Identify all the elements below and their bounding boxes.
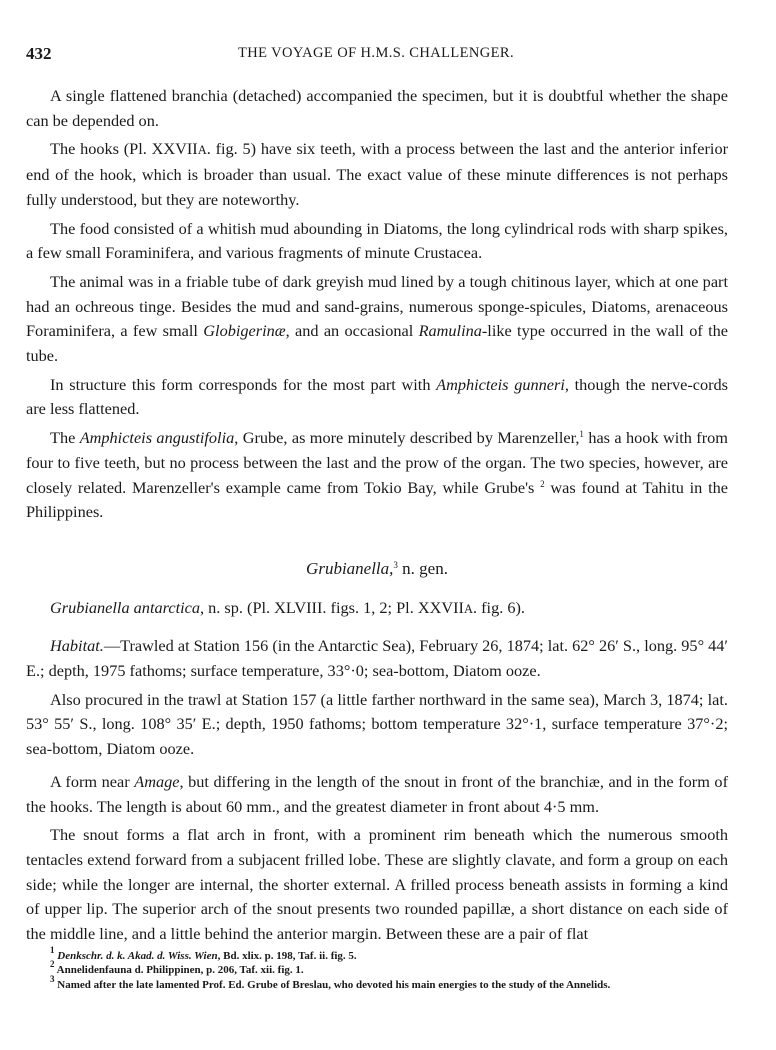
paragraph-food: The food consisted of a whitish mud abounding in Diatoms, the long cylindrical rods with sharp spikes, a few small Foraminifera, and various fragments of minute Crustacea. bbox=[26, 218, 728, 263]
species-heading: Grubianella antarctica, n. sp. (Pl. XLVIII. figs. 1, 2; Pl. XXVIIA. fig. 6). bbox=[50, 597, 525, 617]
paragraph-comparison: The Amphicteis angustifolia, Grube, as more minutely described by Marenzeller,$^1$ has a hook with from four to five teeth, but no process between the last and the prow of the organ. The two species, however, are closely related. Marenzeller's example came from Tokio Bay, while Grube's $^2$ was found at Tahitu in the Philippines. bbox=[26, 428, 728, 522]
paragraph-habitat: Habitat.—Trawled at Station 156 (in the Antarctic Sea), February 26, 1874; lat. 62° 26′ S., long. 95° 44′ E.; depth, 1975 fathoms; surface temperature, 33°·0; sea-bottom, Diatom ooze. bbox=[26, 636, 728, 681]
genus-heading: Grubianella,$^3$ n. gen. bbox=[306, 558, 448, 578]
footnote-1: $^1$ Denkschr. d. k. Akad. d. Wiss. Wien, Bd. xlix. p. 198, Taf. ii. fig. 5. bbox=[50, 945, 357, 962]
body-text bbox=[26, 84, 728, 951]
paragraph-structure: In structure this form corresponds for the most part with Amphicteis gunneri, though the nerve-cords are less flattened. bbox=[26, 374, 729, 419]
page-number: 432 bbox=[26, 44, 52, 63]
running-head: THE VOYAGE OF H.M.S. CHALLENGER. bbox=[238, 45, 514, 61]
footnote-2: $^2$ Annelidenfauna d. Philippinen, p. 206, Taf. xii. fig. 1. bbox=[50, 959, 304, 977]
paragraph-form: A form near Amage, but differing in the length of the snout in front of the branchiæ, and in the form of the hooks. The length is about 60 mm., and the greatest diameter in front about 4·5 mm. bbox=[26, 771, 728, 816]
paragraph-branchia: A single flattened branchia (detached) accompanied the specimen, but it is doubtful whether the shape can be depended on. bbox=[26, 86, 728, 130]
paragraph-snout: The snout forms a flat arch in front, with a prominent rim beneath which the numerous smooth tentacles extend forward from a subjacent frilled lobe. These are slightly clavate, and form a group on each side; while the longer are internal, the shorter external. A frilled process beneath assists in forming a kind of upper lip. The superior arch of the snout presents two rounded papillæ, a short distance on each side of the middle line, and a little behind the anterior margin. Between these are a pair of flat bbox=[26, 825, 728, 944]
paragraph-station-157: Also procured in the trawl at Station 157 (a little farther northward in the same sea), March 3, 1874; lat. 53° 55′ S., long. 108° 35′ E.; depth, 1950 fathoms; bottom temperature 32°·1, surface temperature 37°·2; sea-bottom, Diatom ooze. bbox=[26, 689, 728, 759]
paragraph-hooks: The hooks (Pl. XXVIIA. fig. 5) have six teeth, with a process between the last and the anterior inferior end of the hook, which is broader than usual. The exact value of these minute differences is not perhaps fully understood, but they are noteworthy. bbox=[26, 139, 729, 209]
paragraph-tube: The animal was in a friable tube of dark greyish mud lined by a tough chitinous layer, which at one part had an ochreous tinge. Besides the mud and sand-grains, numerous sponge-spicules, Diatoms, arenaceous Foraminifera, a few small Globigerinæ, and an occasional Ramulina-like type occurred in the wall of the tube. bbox=[26, 271, 729, 366]
footnotes bbox=[26, 945, 728, 992]
footnote-3: $^3$ Named after the late lamented Prof. Ed. Grube of Breslau, who devoted his main energies to the study of the Annelids. bbox=[50, 973, 611, 991]
page-header bbox=[26, 44, 726, 68]
